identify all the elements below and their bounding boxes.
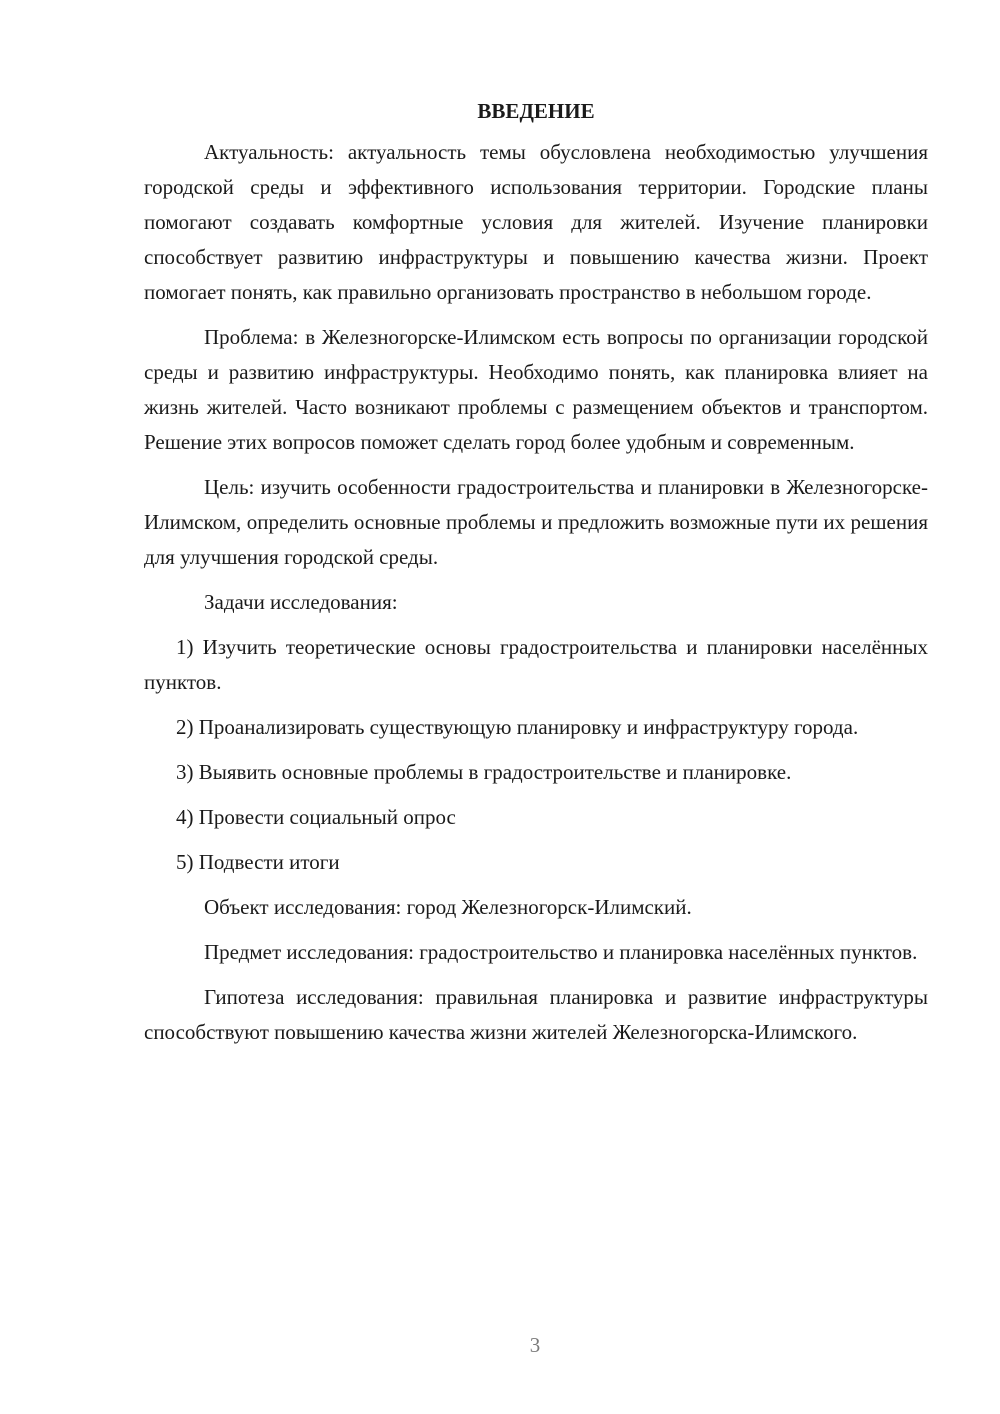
object-paragraph: Объект исследования: город Железногорск-Илимский. [204, 895, 692, 919]
task-item-5: 5) Подвести итоги [176, 850, 340, 874]
goal-paragraph: Цель: изучить особенности градостроительства и планировки в Железногорске-Илимском, определить основные проблемы и предложить возможные пути их решения для улучшения городской среды. [144, 475, 928, 569]
page-number: 3 [529, 1333, 541, 1357]
section-heading: ВВЕДЕНИЕ [477, 99, 595, 123]
relevance-paragraph: Актуальность: актуальность темы обусловлена необходимостью улучшения городской среды и эффективного использования территории. Городские планы помогают создавать комфортные условия для жителей. Изучение планировки способствует развитию инфраструктуры и повышению качества жизни. Проект помогает понять, как правильно организовать пространство в небольшом городе. [144, 140, 928, 304]
task-item-3: 3) Выявить основные проблемы в градостроительстве и планировке. [176, 760, 792, 784]
task-item-2: 2) Проанализировать существующую планировку и инфраструктуру города. [176, 715, 859, 739]
page-content [144, 94, 928, 1060]
problem-paragraph: Проблема: в Железногорске-Илимском есть вопросы по организации городской среды и развитию инфраструктуры. Необходимо понять, как планировка влияет на жизнь жителей. Часто возникают проблемы с размещением объектов и транспортом. Решение этих вопросов поможет сделать город более удобным и современным. [144, 325, 928, 454]
hypothesis-paragraph: Гипотеза исследования: правильная планировка и развитие инфраструктуры способствуют повышению качества жизни жителей Железногорска-Илимского. [144, 985, 928, 1044]
task-item-1: 1) Изучить теоретические основы градостроительства и планировки населённых пунктов. [144, 635, 928, 694]
tasks-heading: Задачи исследования: [204, 590, 398, 614]
subject-paragraph: Предмет исследования: градостроительство и планировка населённых пунктов. [204, 940, 918, 964]
task-item-4: 4) Провести социальный опрос [176, 805, 456, 829]
